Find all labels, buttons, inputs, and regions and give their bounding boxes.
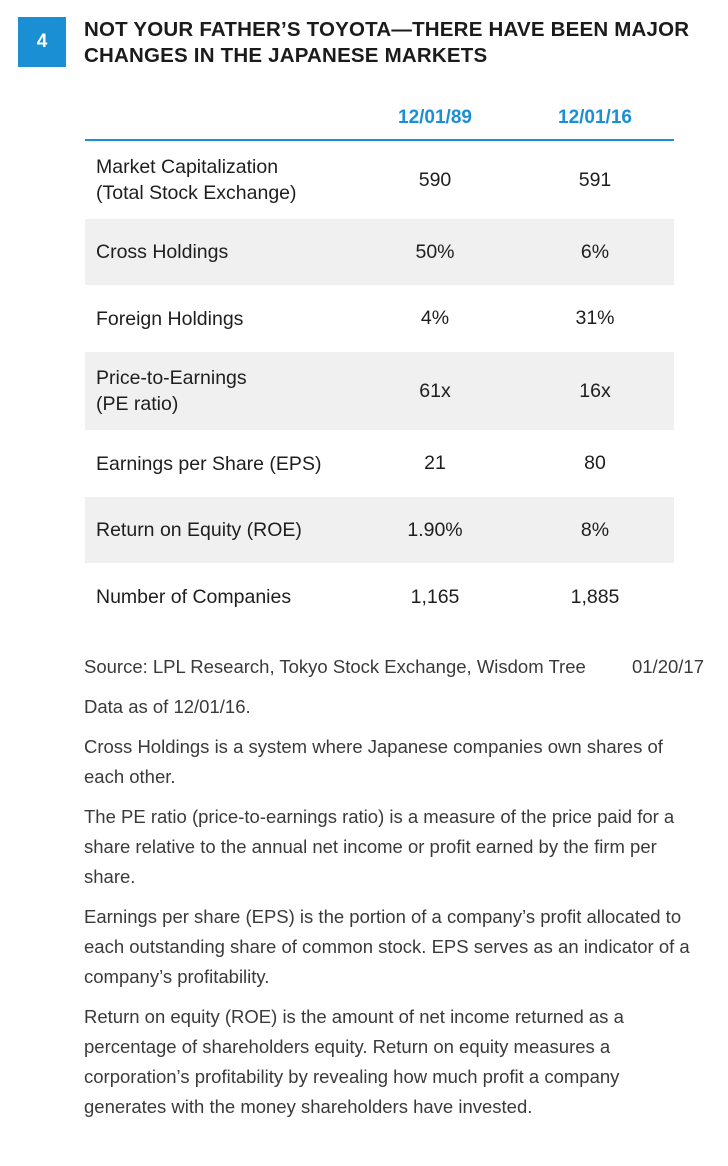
column-header-1989: 12/01/89 [398,107,472,128]
source-date: 01/20/17 [631,656,704,677]
value-1989: 590 [418,168,452,191]
title-line-2: CHANGES IN THE JAPANESE MARKETS [84,44,488,67]
value-2016: 8% [580,518,610,541]
value-1989: 21 [424,452,446,474]
data-as-of-note: Data as of 12/01/16. [84,696,251,717]
table-row [85,285,674,352]
value-1989: 50% [415,240,455,263]
cross-holdings-note: Cross Holdings is a system where Japanese companies own shares of each other. [84,736,663,787]
row-label: Return on Equity (ROE) [96,519,302,541]
row-label: Earnings per Share (EPS) [96,452,322,475]
table-row [85,219,674,285]
comparison-table [85,104,674,631]
value-2016: 591 [578,168,612,191]
figure-number-badge: 4 [18,17,66,67]
row-label: Cross Holdings [96,241,229,263]
value-2016: 6% [580,240,610,263]
table-header [85,104,674,141]
table-row [85,352,674,430]
value-1989: 4% [420,307,450,329]
row-label-line: Market Capitalization [96,156,279,178]
table-row [85,563,674,631]
figure-title [84,17,714,69]
row-label-line: Price-to-Earnings [96,367,247,389]
pe-ratio-note: The PE ratio (price-to-earnings ratio) is a measure of the price paid for a share relative to the annual net income or profit earned by the firm per share. [84,806,675,887]
table-row [85,141,674,219]
value-1989: 61x [419,379,451,402]
value-2016: 16x [579,379,611,402]
column-header-2016: 12/01/16 [558,107,632,128]
row-label [96,365,356,417]
row-label-line: (PE ratio) [96,393,179,415]
roe-note: Return on equity (ROE) is the amount of net income returned as a percentage of shareholders equity. Return on equity measures a corporation’s profitability by revealing how much profit a company generates with the money shareholders have invested. [84,1006,624,1117]
source-text: Source: LPL Research, Tokyo Stock Exchange, Wisdom Tree [84,656,586,677]
value-2016: 1,885 [570,585,620,608]
row-label: Foreign Holdings [96,307,244,330]
value-1989: 1.90% [407,518,463,541]
eps-note: Earnings per share (EPS) is the portion of a company’s profit allocated to each outstanding share of common stock. EPS serves as an indicator of a company’s profitability. [84,906,690,987]
title-line-1: NOT YOUR FATHER’S TOYOTA—THERE HAVE BEEN MAJOR [84,18,690,41]
row-label-line: (Total Stock Exchange) [96,182,297,204]
table-row [85,497,674,563]
source-line [84,652,704,682]
row-label [96,154,356,206]
value-2016: 80 [584,452,606,474]
row-label: Number of Companies [96,586,292,608]
value-1989: 1,165 [410,585,460,608]
footnotes [84,652,704,1132]
value-2016: 31% [575,307,615,329]
table-row [85,430,674,497]
